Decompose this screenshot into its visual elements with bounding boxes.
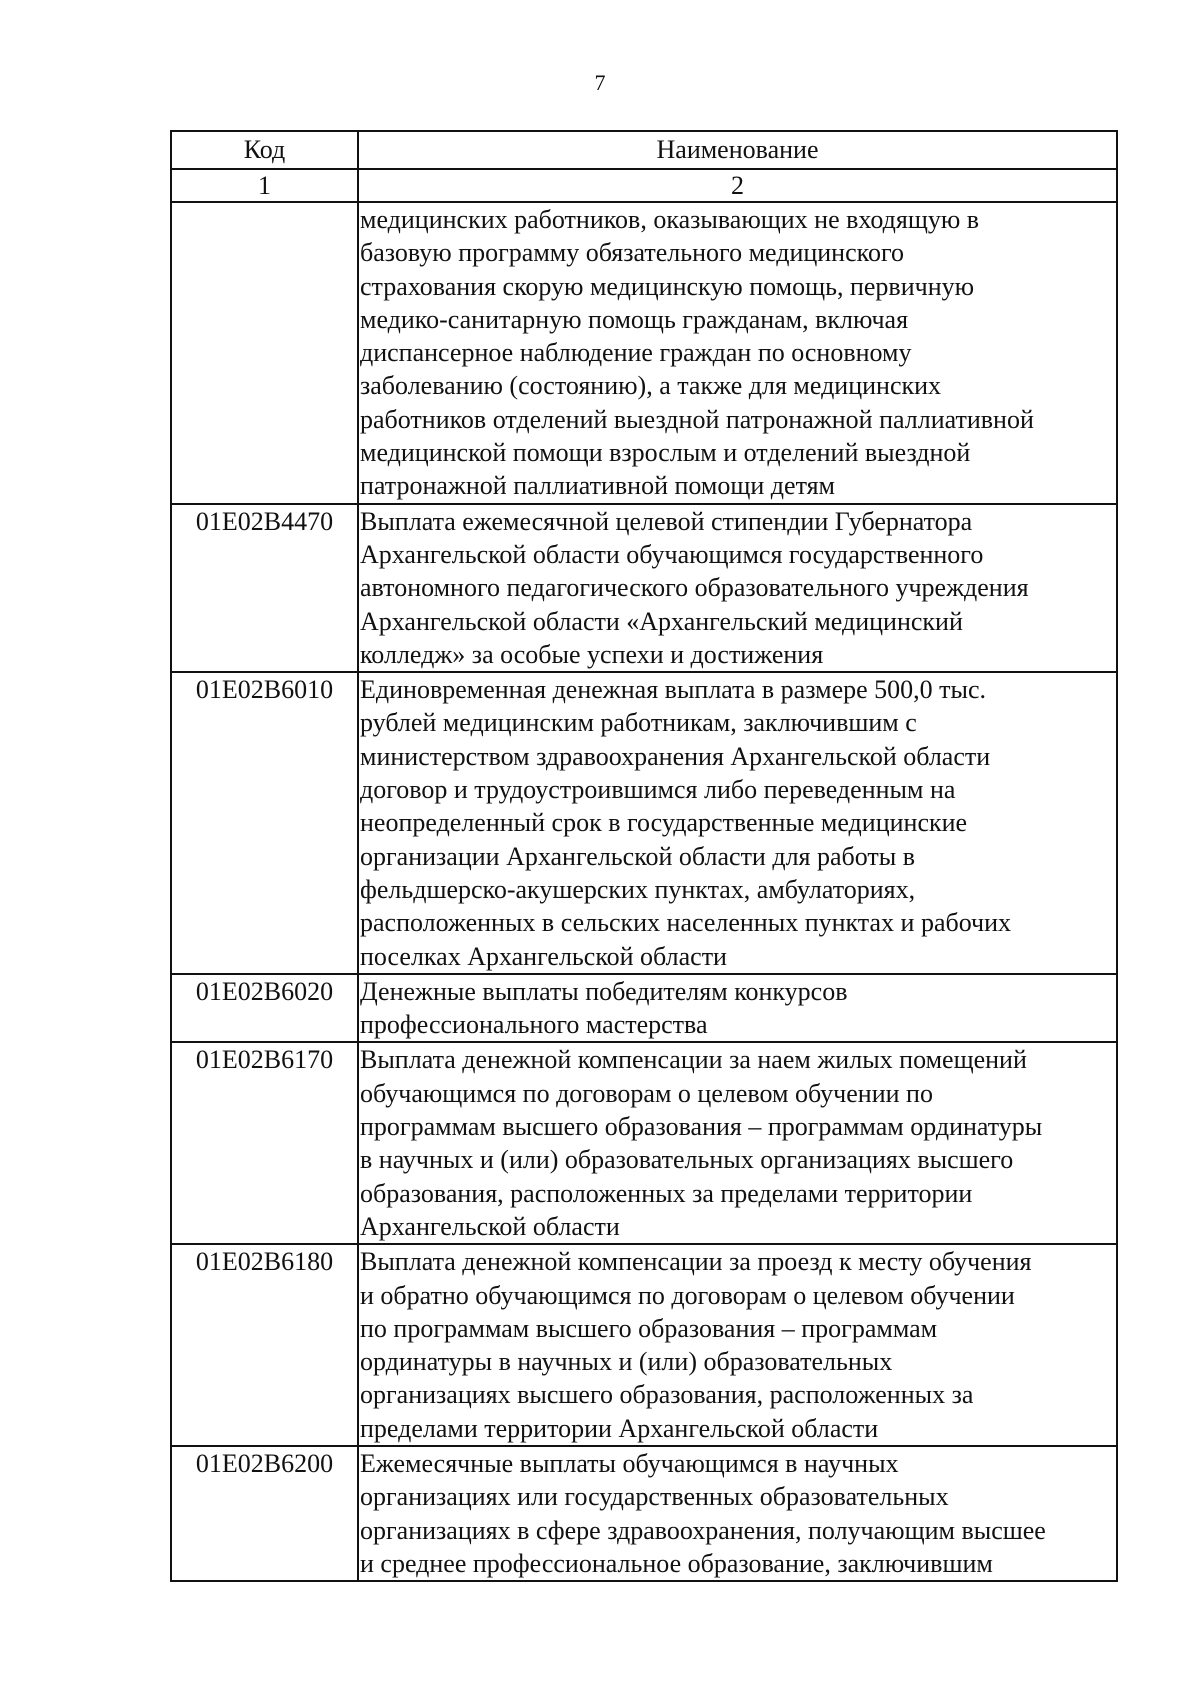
row-name-line: рублей медицинским работникам, заключившим с	[360, 708, 917, 738]
budget-codes-table	[170, 130, 1118, 1582]
table-row	[171, 672, 1117, 974]
column-header-code: Код	[171, 131, 358, 169]
row-name-line: медицинской помощи взрослым и отделений выездной	[360, 438, 971, 468]
row-code	[171, 202, 358, 504]
row-name	[358, 202, 1117, 504]
row-name-line: и среднее профессиональное образование, заключившим	[360, 1548, 993, 1578]
row-name-line: организациях в сфере здравоохранения, получающим высшее	[360, 1515, 1046, 1545]
row-name-line: программам высшего образования – программам ординатуры	[360, 1112, 1043, 1142]
row-name	[358, 1244, 1117, 1446]
row-name-line: медицинских работников, оказывающих не входящую в	[360, 205, 980, 234]
row-name-line: страхования скорую медицинскую помощь, первичную	[360, 271, 975, 301]
row-name-line: медико-санитарную помощь гражданам, включая	[360, 304, 909, 334]
row-code: 01Е02В6200	[171, 1446, 358, 1581]
row-name-line: Архангельской области обучающимся государственного	[360, 539, 984, 569]
row-name-line: и обратно обучающимся по договорам о целевом обучении	[360, 1280, 1015, 1310]
row-name	[358, 504, 1117, 672]
row-name-line: патронажной паллиативной помощи детям	[360, 471, 836, 501]
table-row	[171, 974, 1117, 1043]
row-code: 01Е02В4470	[171, 504, 358, 672]
row-name-line: договор и трудоустроившимся либо переведенным на	[360, 775, 956, 805]
row-name-line: поселках Архангельской области	[360, 941, 727, 971]
column-header-name: Наименование	[358, 131, 1117, 169]
column-number-name: 2	[358, 169, 1117, 202]
row-name-line: министерством здравоохранения Архангельской области	[360, 741, 991, 771]
table-row	[171, 202, 1117, 504]
table-row	[171, 504, 1117, 672]
row-name-line: Выплата денежной компенсации за проезд к месту обучения	[360, 1247, 1032, 1277]
row-name-line: организации Архангельской области для работы в	[360, 841, 916, 871]
row-name	[358, 1042, 1117, 1244]
row-name	[358, 672, 1117, 974]
row-name-line: пределами территории Архангельской области	[360, 1413, 879, 1443]
column-number-code: 1	[171, 169, 358, 202]
row-name-line: по программам высшего образования – программам	[360, 1313, 938, 1343]
row-name-line: автономного педагогического образовательного учреждения	[360, 573, 1029, 603]
page-number: 7	[594, 70, 606, 95]
row-name-line: профессионального мастерства	[360, 1010, 708, 1040]
row-name-line: обучающимся по договорам о целевом обучении по	[360, 1078, 933, 1108]
row-code: 01Е02В6170	[171, 1042, 358, 1244]
row-name-line: базовую программу обязательного медицинского	[360, 238, 904, 268]
row-name-line: организациях высшего образования, расположенных за	[360, 1380, 974, 1410]
table-header-row	[171, 131, 1117, 169]
row-name-line: ординатуры в научных и (или) образовательных	[360, 1347, 893, 1377]
row-name-line: организациях или государственных образовательных	[360, 1482, 949, 1512]
row-code: 01Е02В6180	[171, 1244, 358, 1446]
row-name-line: Архангельской области	[360, 1211, 620, 1241]
row-name	[358, 1446, 1117, 1581]
table-row	[171, 1244, 1117, 1446]
row-name-line: заболеванию (состоянию), а также для медицинских	[360, 371, 942, 401]
row-name	[358, 974, 1117, 1043]
row-name-line: Ежемесячные выплаты обучающимся в научных	[360, 1448, 899, 1478]
row-name-line: колледж» за особые успехи и достижения	[360, 639, 824, 669]
row-name-line: фельдшерско-акушерских пунктах, амбулаториях,	[360, 874, 916, 904]
row-name-line: образования, расположенных за пределами территории	[360, 1178, 973, 1208]
row-name-line: Выплата ежемесячной целевой стипендии Губернатора	[360, 506, 973, 536]
column-numbers-row	[171, 169, 1117, 202]
row-code: 01Е02В6010	[171, 672, 358, 974]
row-name-line: Выплата денежной компенсации за наем жилых помещений	[360, 1045, 1027, 1075]
row-name-line: диспансерное наблюдение граждан по основному	[360, 338, 912, 368]
row-name-line: Единовременная денежная выплата в размере 500,0 тыс.	[360, 675, 987, 705]
row-name-line: расположенных в сельских населенных пунктах и рабочих	[360, 908, 1012, 938]
row-code: 01Е02В6020	[171, 974, 358, 1043]
row-name-line: Денежные выплаты победителям конкурсов	[360, 976, 848, 1006]
row-name-line: работников отделений выездной патронажной паллиативной	[360, 404, 1034, 434]
table-row	[171, 1446, 1117, 1581]
row-name-line: неопределенный срок в государственные медицинские	[360, 808, 968, 838]
table-row	[171, 1042, 1117, 1244]
row-name-line: Архангельской области «Архангельский медицинский	[360, 606, 963, 636]
row-name-line: в научных и (или) образовательных организациях высшего	[360, 1145, 1014, 1175]
